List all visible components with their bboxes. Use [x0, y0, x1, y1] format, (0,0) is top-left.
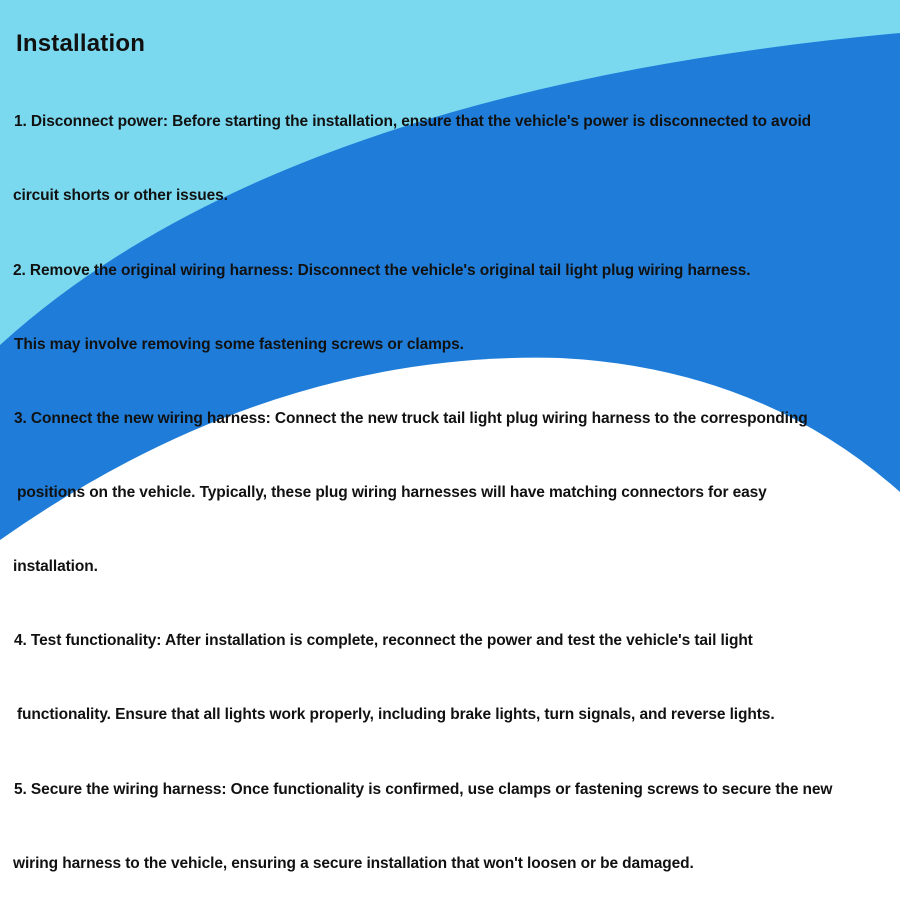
step-3-line-2: positions on the vehicle. Typically, these plug wiring harnesses will have matching connectors for easy	[17, 484, 767, 501]
step-3-line-3: installation.	[13, 558, 98, 575]
step-4-line-2: functionality. Ensure that all lights work properly, including brake lights, turn signals, and reverse lights.	[17, 706, 775, 723]
step-3-line-1: 3. Connect the new wiring harness: Connect the new truck tail light plug wiring harness to the corresponding	[14, 410, 808, 427]
step-4-line-1: 4. Test functionality: After installation is complete, reconnect the power and test the vehicle's tail light	[14, 632, 753, 649]
step-1-line-2: circuit shorts or other issues.	[13, 187, 228, 204]
page-title: Installation	[16, 30, 146, 57]
step-2-line-2: This may involve removing some fastening screws or clamps.	[14, 336, 464, 353]
step-1-line-1: 1. Disconnect power: Before starting the installation, ensure that the vehicle's power is disconnected to avoid	[14, 113, 812, 130]
step-2-line-1: 2. Remove the original wiring harness: Disconnect the vehicle's original tail light plug wiring harness.	[13, 262, 751, 279]
step-5-line-2: wiring harness to the vehicle, ensuring a secure installation that won't loosen or be damaged.	[13, 855, 694, 872]
step-5-line-1: 5. Secure the wiring harness: Once functionality is confirmed, use clamps or fastening screws to secure the new	[14, 781, 833, 798]
